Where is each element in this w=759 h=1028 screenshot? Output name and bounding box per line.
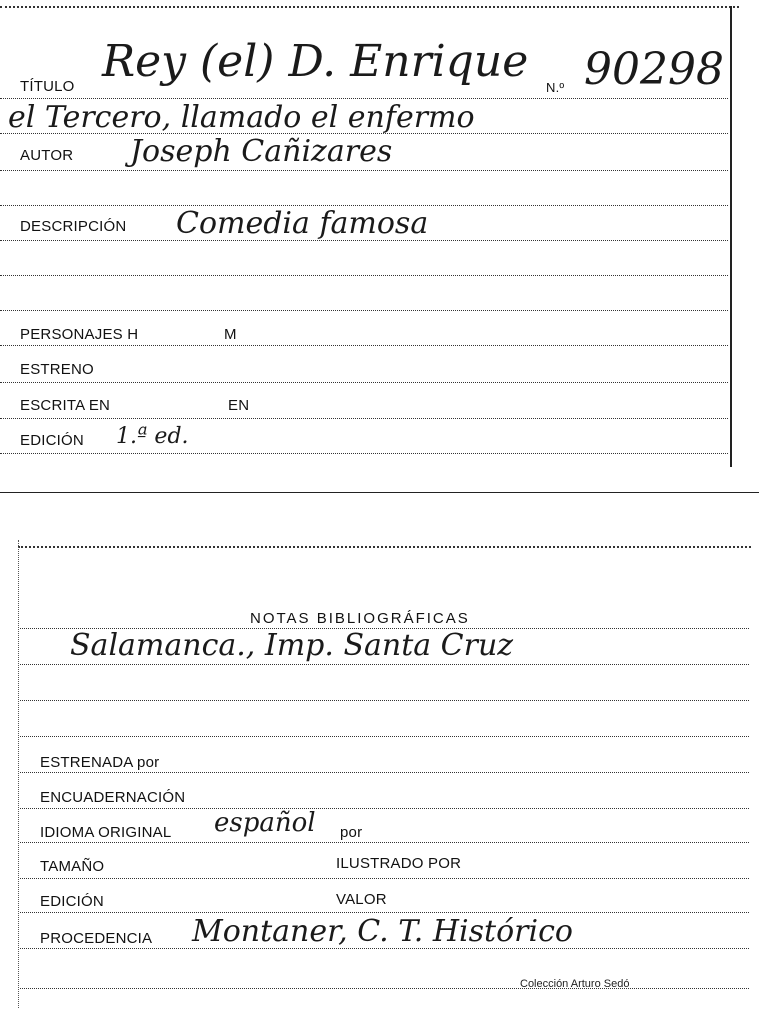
card-right-edge: [730, 6, 732, 467]
titulo-continuation: el Tercero, llamado el enfermo: [8, 100, 475, 135]
idioma-value: español: [214, 808, 316, 838]
card-top-edge: [0, 6, 739, 8]
titulo-value: Rey (el) D. Enrique: [102, 36, 529, 87]
estrenada-label: ESTRENADA por: [40, 754, 160, 771]
card-bottom-edge: [0, 492, 759, 493]
idioma-por-label: por: [340, 824, 363, 841]
rule-line: [0, 382, 728, 383]
rule-line: [0, 275, 728, 276]
notas-value: Salamanca., Imp. Santa Cruz: [70, 628, 514, 663]
rule-line: [20, 664, 749, 665]
personajes-m-label: M: [224, 326, 237, 343]
personajes-h-label: PERSONAJES H: [20, 326, 139, 343]
rule-line: [20, 736, 749, 737]
catalog-card-front: [0, 0, 759, 495]
card-top-edge: [18, 546, 751, 548]
descripcion-label: DESCRIPCIÓN: [20, 218, 127, 235]
estreno-label: ESTRENO: [20, 361, 94, 378]
catalog-card-back: [0, 540, 759, 1028]
rule-line: [0, 170, 728, 171]
rule-line: [20, 878, 749, 879]
descripcion-value: Comedia famosa: [176, 206, 429, 241]
en-label: EN: [228, 397, 250, 414]
rule-line: [20, 912, 749, 913]
ilustrado-label: ILUSTRADO POR: [336, 855, 462, 872]
edicion-value: 1.ª ed.: [116, 424, 189, 449]
encuadernacion-label: ENCUADERNACIÓN: [40, 789, 186, 806]
rule-line: [0, 98, 728, 99]
card-left-edge: [18, 540, 19, 1008]
tamano-label: TAMAÑO: [40, 858, 105, 875]
notas-heading: NOTAS BIBLIOGRÁFICAS: [250, 610, 470, 627]
rule-line: [0, 345, 728, 346]
procedencia-value: Montaner, C. T. Histórico: [192, 914, 573, 949]
numero-value: 90298: [584, 44, 724, 95]
rule-line: [20, 700, 749, 701]
edicion-label: EDICIÓN: [20, 432, 84, 449]
collection-footer: Colección Arturo Sedó: [520, 978, 630, 990]
rule-line: [0, 453, 728, 454]
autor-value: Joseph Cañizares: [130, 134, 393, 169]
titulo-label: TÍTULO: [20, 78, 75, 95]
autor-label: AUTOR: [20, 147, 74, 164]
escrita-en-label: ESCRITA EN: [20, 397, 111, 414]
edicion2-label: EDICIÓN: [40, 893, 104, 910]
idioma-label: IDIOMA ORIGINAL: [40, 824, 172, 841]
procedencia-label: PROCEDENCIA: [40, 930, 153, 947]
valor-label: VALOR: [336, 891, 387, 908]
numero-label: N.º: [546, 80, 565, 95]
rule-line: [20, 988, 749, 989]
rule-line: [0, 310, 728, 311]
rule-line: [20, 808, 749, 809]
rule-line: [20, 772, 749, 773]
rule-line: [0, 418, 728, 419]
rule-line: [20, 842, 749, 843]
